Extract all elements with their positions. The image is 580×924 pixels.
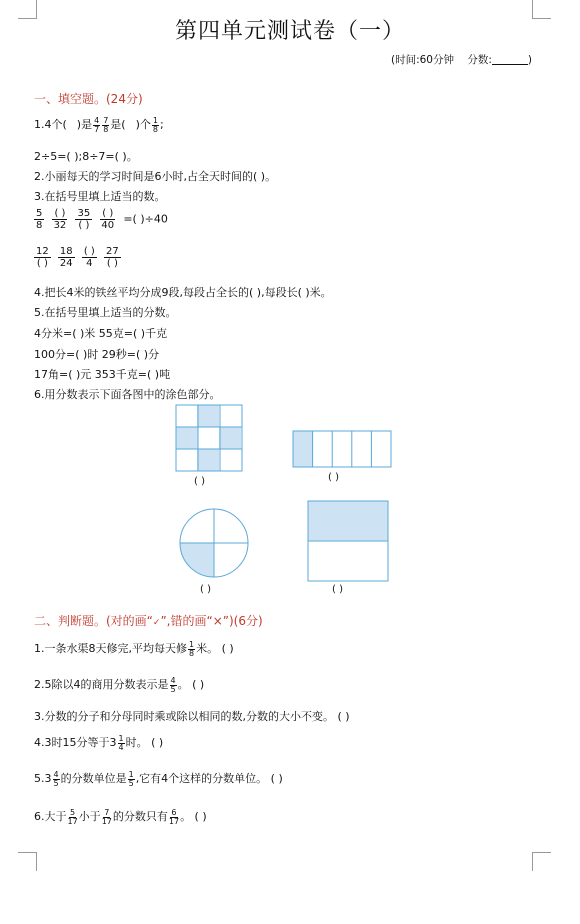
fraction: $\frac{1}{5}$ <box>128 769 134 788</box>
judge-5: 5.3 $\frac{4}{5}$ 的分数单位是 $\frac{1}{5}$ ,它有4个这样的分数单位。 ( ) <box>34 769 283 788</box>
judge-1: 1.一条水渠8天修完,平均每天修 $\frac{1}{8}$ 米。 ( ) <box>34 639 234 658</box>
strip-figure <box>292 430 392 468</box>
question-1b: 2÷5=( );8÷7=( )。 <box>34 150 138 163</box>
fraction: $\frac{1}{8}$ <box>189 639 195 658</box>
corner-mark <box>532 852 551 871</box>
circle-figure <box>178 507 250 579</box>
question-1: 1.4个( )是 $\frac{4}{7}$ $\frac{7}{8}$ 是( )个 $\frac{1}{8}$ ; <box>34 115 164 134</box>
question-2: 2.小丽每天的学习时间是6小时,占全天时间的( )。 <box>34 170 277 183</box>
question-5a: 4分米=( )米 55克=( )千克 <box>34 327 168 340</box>
shaded-cell <box>197 405 219 427</box>
answer-blank[interactable]: ( ) <box>332 584 343 595</box>
time-label: (时间:60分钟 <box>390 54 454 66</box>
question-3: 3.在括号里填上适当的数。 <box>34 190 166 203</box>
shaded-cell <box>293 431 313 467</box>
judge-2: 2.5除以4的商用分数表示是 $\frac{4}{5}$ 。 ( ) <box>34 675 205 694</box>
score-blank[interactable] <box>492 54 528 65</box>
question-4: 4.把长4米的铁丝平均分成9段,每段占全长的( ),每段长( )米。 <box>34 286 332 299</box>
question-5: 5.在括号里填上适当的分数。 <box>34 306 177 319</box>
judge-6: 6.大于 $\frac{5}{17}$ 小于 $\frac{7}{17}$ 的分数只有 $\frac{6}{17}$ 。 ( ) <box>34 807 207 826</box>
rectangle-figure <box>307 500 389 582</box>
shaded-cell <box>197 449 219 471</box>
grid-figure <box>175 404 243 472</box>
judge-4: 4.3时15分等于3 $\frac{1}{4}$ 时。 ( ) <box>34 733 164 752</box>
shaded-cell <box>176 427 198 449</box>
fraction: $\frac{7}{8}$ <box>103 115 109 134</box>
corner-mark <box>18 852 37 871</box>
fraction: $\frac{1}{4}$ <box>118 733 124 752</box>
shaded-cell <box>219 427 241 449</box>
equation-row-1: $\frac{5}{8}$ ( ) 32 35 ( ) ( ) 40 =( )÷40 <box>36 208 168 231</box>
fraction: $\frac{4}{5}$ <box>170 675 176 694</box>
question-5b: 100分=( )时 29秒=( )分 <box>34 348 160 361</box>
page-title: 第四单元测试卷（一） <box>174 19 405 44</box>
shaded-cell <box>308 501 388 541</box>
answer-blank[interactable]: ( ) <box>194 476 205 487</box>
answer-blank[interactable]: ( ) <box>328 472 339 483</box>
answer-blank[interactable]: ( ) <box>200 584 211 595</box>
equation-row-2: 12 ( ) $\frac{18}{24}$ ( ) 4 27 ( ) <box>36 246 119 269</box>
question-6: 6.用分数表示下面各图中的涂色部分。 <box>34 388 221 401</box>
fraction: $\frac{7}{17}$ <box>101 807 112 826</box>
fraction: $\frac{5}{17}$ <box>67 807 78 826</box>
judge-3: 3.分数的分子和分母同时乘或除以相同的数,分数的大小不变。 ( ) <box>34 710 350 723</box>
fraction: $\frac{4}{7}$ <box>94 115 100 134</box>
score-label: 分数: <box>467 54 492 66</box>
fraction: $\frac{4}{5}$ <box>53 769 59 788</box>
fraction: $\frac{6}{17}$ <box>168 807 180 826</box>
exam-meta <box>391 52 532 67</box>
fraction: $\frac{1}{8}$ <box>152 115 158 134</box>
question-5c: 17角=( )元 353千克=( )吨 <box>34 368 171 381</box>
section-heading: 二、判断题。(对的画“✓”,错的画“×”)(6分) <box>34 614 263 628</box>
meta-close: ) <box>527 54 532 66</box>
section-heading: 一、填空题。(24分) <box>34 92 143 106</box>
